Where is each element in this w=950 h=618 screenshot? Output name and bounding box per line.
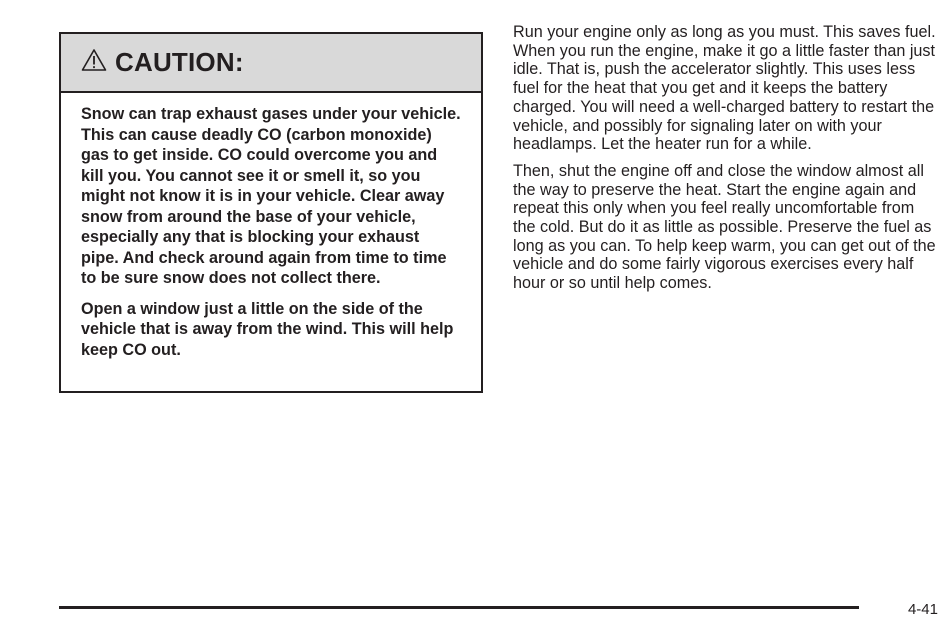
caution-header [61, 34, 481, 93]
caution-box [59, 32, 483, 393]
footer-rule [59, 606, 859, 609]
caution-title: CAUTION: [115, 47, 244, 77]
body-paragraph: Run your engine only as long as you must. This saves fuel. When you run the engine, make it go a little faster than just idle. That is, push the accelerator slightly. This uses less fuel for the heat that you get and it keeps the battery charged. You will need a well-charged battery to restart the vehicle, and possibly for signaling later on with your headlamps. Let the heater run for a while. [513, 23, 936, 154]
caution-paragraph: Open a window just a little on the side of the vehicle that is away from the wind. This will help keep CO out. [81, 299, 454, 359]
body-paragraph: Then, shut the engine off and close the window almost all the way to preserve the heat. Start the engine again and repeat this only when you feel really uncomfortable from the cold. But do it as little as possible. Preserve the fuel as long as you can. To help keep warm, you can get out of the vehicle and do some fairly vigorous exercises every half hour or so until help comes. [513, 161, 936, 293]
page-number: 4-41 [907, 601, 938, 618]
warning-triangle-icon [81, 48, 107, 72]
caution-body [61, 93, 481, 360]
body-text-column [513, 23, 938, 301]
caution-paragraph: Snow can trap exhaust gases under your vehicle. This can cause deadly CO (carbon monoxide) gas to get inside. CO could overcome you and kill you. You cannot see it or smell it, so you might not know it is in your vehicle. Clear away snow from around the base of your vehicle, especially any that is blocking your exhaust pipe. And check around again from time to time to be sure snow does not collect there. [81, 105, 461, 287]
